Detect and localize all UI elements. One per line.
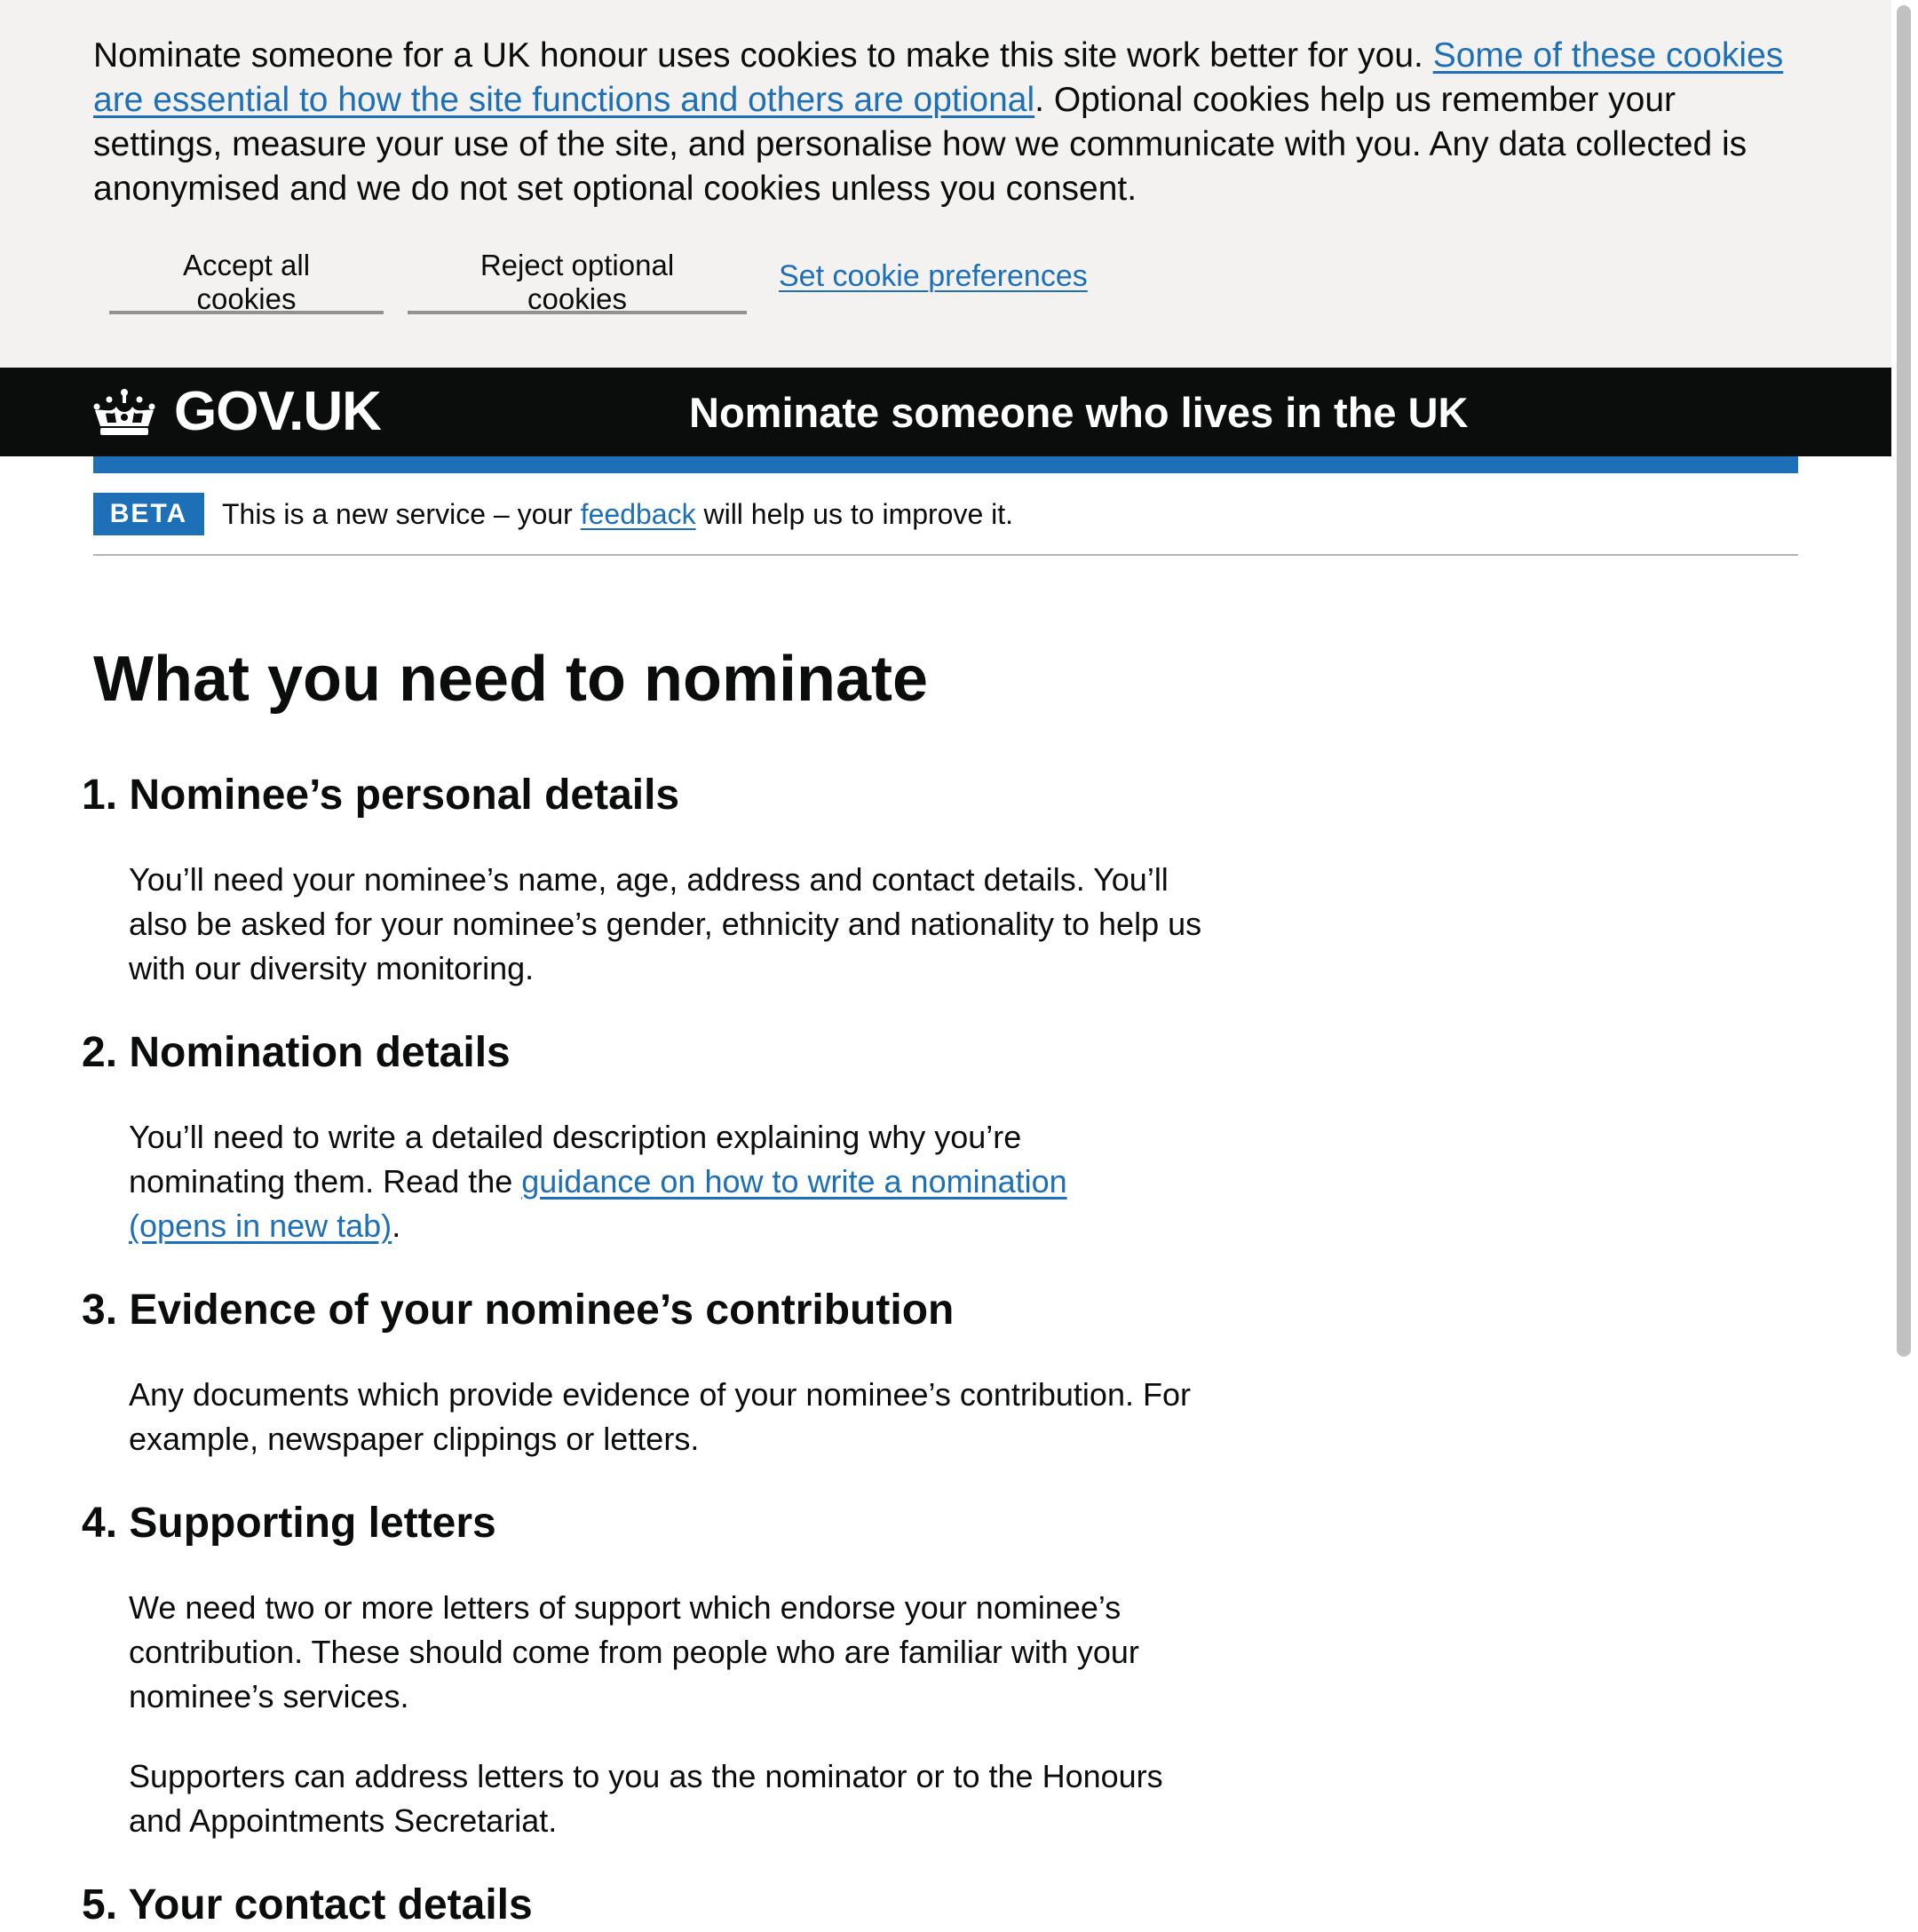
section-body: Any documents which provide evidence of your nominee’s contribution. For example, newspaper clippings or letters. bbox=[129, 1376, 1191, 1457]
section-body bbox=[129, 1115, 1141, 1248]
phase-text-before: This is a new service – your bbox=[222, 498, 581, 530]
service-name-link[interactable]: Nominate someone who lives in the UK bbox=[689, 389, 1469, 436]
site-header bbox=[0, 368, 1891, 456]
govuk-logo[interactable]: GOV.UK bbox=[174, 381, 381, 442]
phase-text-after: will help us to improve it. bbox=[695, 498, 1014, 530]
cookie-banner bbox=[0, 0, 1891, 368]
section-body: We need two or more letters of support which endorse your nominee’s contribution. These should come from people who are familiar with your nominee’s services. bbox=[129, 1589, 1139, 1714]
cookie-preferences-link[interactable]: Set cookie preferences bbox=[779, 259, 1088, 293]
section-body: Supporters can address letters to you as the nominator or to the Honours and Appointments Secretariat. bbox=[129, 1758, 1163, 1839]
nomination-guidance-link[interactable]: guidance on how to write a nomination (opens in new tab) bbox=[129, 1163, 1067, 1244]
cookie-text-details: . Optional cookies help us remember your settings, measure your use of the site, and personalise how we communicate with you. Any data collected is anonymised and we do not set optional cookies unless you consent. bbox=[93, 81, 1748, 208]
section-body-text: You’ll need to write a detailed description explaining why you’re nominating them. Read the bbox=[129, 1119, 1022, 1200]
section-heading: 4. Supporting letters bbox=[82, 1500, 496, 1547]
section-heading: 3. Evidence of your nominee’s contribution bbox=[82, 1287, 955, 1334]
scrollbar-thumb[interactable] bbox=[1897, 5, 1911, 1357]
cookie-message bbox=[93, 34, 1807, 211]
section-body: You’ll need your nominee’s name, age, address and contact details. You’ll also be asked for your nominee’s gender, ethnicity and nationality to help us with our diversity monitoring. bbox=[129, 861, 1202, 986]
reject-cookies-button[interactable]: Reject optional cookies bbox=[408, 249, 747, 311]
crown-icon bbox=[91, 387, 157, 437]
phase-banner-text bbox=[222, 496, 1013, 532]
page-title: What you need to nominate bbox=[93, 644, 929, 715]
feedback-link[interactable]: feedback bbox=[580, 498, 696, 530]
section-body-end: . bbox=[392, 1208, 401, 1244]
beta-tag: BETA bbox=[93, 493, 204, 535]
header-accent-bar bbox=[93, 456, 1798, 473]
section-heading: 2. Nomination details bbox=[82, 1029, 511, 1076]
section-heading: 1. Nominee’s personal details bbox=[82, 772, 680, 819]
cookie-text-intro: Nominate someone for a UK honour uses cookies to make this site work better for you. bbox=[93, 36, 1433, 75]
divider bbox=[93, 554, 1798, 556]
accept-cookies-button[interactable]: Accept all cookies bbox=[109, 249, 384, 311]
cookie-info-link[interactable]: Some of these cookies are essential to how the site functions and others are optional bbox=[93, 36, 1784, 119]
section-heading: 5. Your contact details bbox=[82, 1881, 533, 1928]
